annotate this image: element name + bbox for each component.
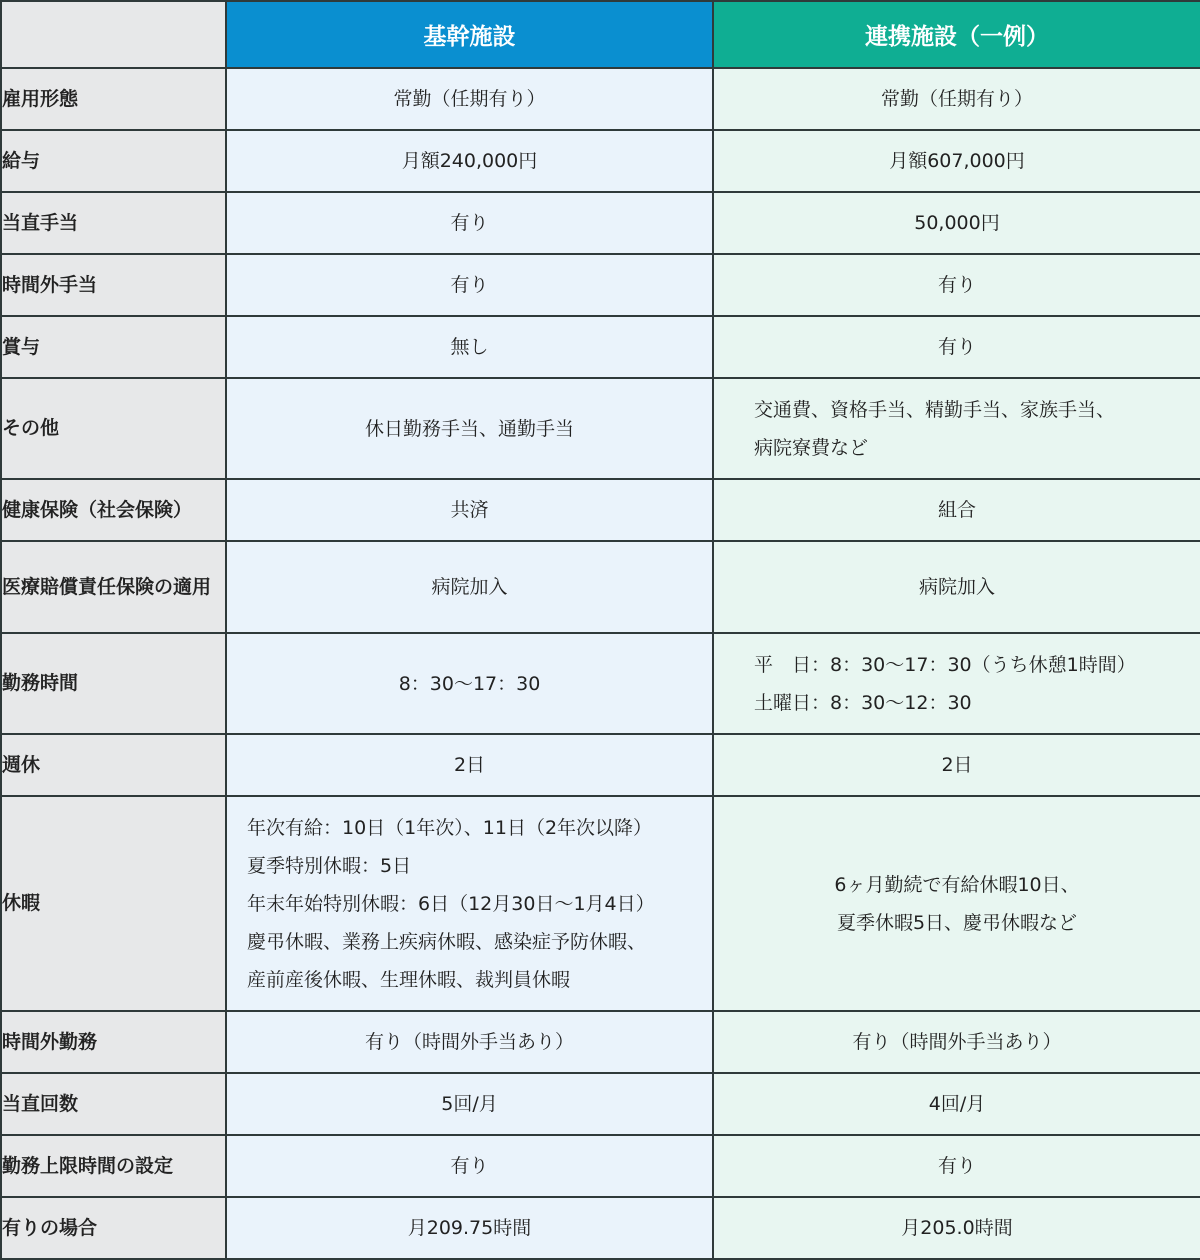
- row-other: [1, 378, 1200, 479]
- value-line: 年末年始特別休暇：6日（12月30日～1月4日）: [247, 892, 655, 915]
- row-hour-limit-setting: [1, 1135, 1200, 1197]
- row-employment-type: [1, 68, 1200, 130]
- value-line: 夏季休暇5日、慶弔休暇など: [836, 911, 1078, 934]
- row-label: 時間外勤務: [1, 1011, 226, 1073]
- row-label: 休暇: [1, 796, 226, 1011]
- row-night-duty-count: [1, 1073, 1200, 1135]
- partner-value: 有り: [713, 1135, 1200, 1197]
- header-partner-facility: 連携施設（一例）: [713, 1, 1200, 68]
- row-liability-insurance: [1, 541, 1200, 633]
- row-label: 当直手当: [1, 192, 226, 254]
- base-value: 5回/月: [226, 1073, 713, 1135]
- base-value: 8：30～17：30: [226, 633, 713, 734]
- row-label: 賞与: [1, 316, 226, 378]
- partner-value: 病院加入: [713, 541, 1200, 633]
- header-base-facility: 基幹施設: [226, 1, 713, 68]
- partner-value: 有り: [713, 316, 1200, 378]
- row-night-duty-allowance: [1, 192, 1200, 254]
- partner-value: [713, 633, 1200, 734]
- base-value: 有り: [226, 192, 713, 254]
- base-value: 有り: [226, 1135, 713, 1197]
- partner-value: 組合: [713, 479, 1200, 541]
- row-limit-if-set: [1, 1197, 1200, 1259]
- base-value: 病院加入: [226, 541, 713, 633]
- value-line: 慶弔休暇、業務上疾病休暇、感染症予防休暇、: [247, 930, 647, 953]
- value-line: 平 日：8：30～17：30（うち休憩1時間）: [754, 653, 1136, 676]
- header-blank-cell: [1, 1, 226, 68]
- partner-value: 4回/月: [713, 1073, 1200, 1135]
- base-value: 共済: [226, 479, 713, 541]
- partner-value: 月額607,000円: [713, 130, 1200, 192]
- row-salary: [1, 130, 1200, 192]
- row-label: 週休: [1, 734, 226, 796]
- header-row: [1, 1, 1200, 68]
- value-line: 年次有給：10日（1年次）、11日（2年次以降）: [247, 816, 653, 839]
- base-value: 月額240,000円: [226, 130, 713, 192]
- value-line: 6ヶ月勤続で有給休暇10日、: [834, 873, 1080, 896]
- base-value: 有り（時間外手当あり）: [226, 1011, 713, 1073]
- partner-value: 有り（時間外手当あり）: [713, 1011, 1200, 1073]
- value-line: 病院寮費など: [754, 436, 869, 459]
- row-leave: [1, 796, 1200, 1011]
- row-label: 時間外手当: [1, 254, 226, 316]
- row-label: 医療賠償責任保険の適用: [1, 541, 226, 633]
- partner-value: 50,000円: [713, 192, 1200, 254]
- base-value: 有り: [226, 254, 713, 316]
- base-value: 月209.75時間: [226, 1197, 713, 1259]
- row-label: 健康保険（社会保険）: [1, 479, 226, 541]
- base-value: 常勤（任期有り）: [226, 68, 713, 130]
- partner-value: 月205.0時間: [713, 1197, 1200, 1259]
- row-label: 有りの場合: [1, 1197, 226, 1259]
- partner-value: [713, 378, 1200, 479]
- value-line: 産前産後休暇、生理休暇、裁判員休暇: [247, 968, 571, 991]
- base-value: 無し: [226, 316, 713, 378]
- partner-value: 2日: [713, 734, 1200, 796]
- base-value: [226, 796, 713, 1011]
- value-line: 夏季特別休暇：5日: [247, 854, 412, 877]
- base-value: 2日: [226, 734, 713, 796]
- value-line: 土曜日：8：30～12：30: [754, 691, 972, 714]
- row-label: 雇用形態: [1, 68, 226, 130]
- row-label: その他: [1, 378, 226, 479]
- row-label: 勤務時間: [1, 633, 226, 734]
- partner-value: 常勤（任期有り）: [713, 68, 1200, 130]
- row-weekly-holidays: [1, 734, 1200, 796]
- row-label: 当直回数: [1, 1073, 226, 1135]
- row-health-insurance: [1, 479, 1200, 541]
- row-bonus: [1, 316, 1200, 378]
- base-value: 休日勤務手当、通勤手当: [226, 378, 713, 479]
- row-label: 勤務上限時間の設定: [1, 1135, 226, 1197]
- row-overtime-work: [1, 1011, 1200, 1073]
- partner-value: 有り: [713, 254, 1200, 316]
- partner-value: [713, 796, 1200, 1011]
- row-overtime-allowance: [1, 254, 1200, 316]
- row-label: 給与: [1, 130, 226, 192]
- value-line: 交通費、資格手当、精勤手当、家族手当、: [754, 398, 1116, 421]
- row-working-hours: [1, 633, 1200, 734]
